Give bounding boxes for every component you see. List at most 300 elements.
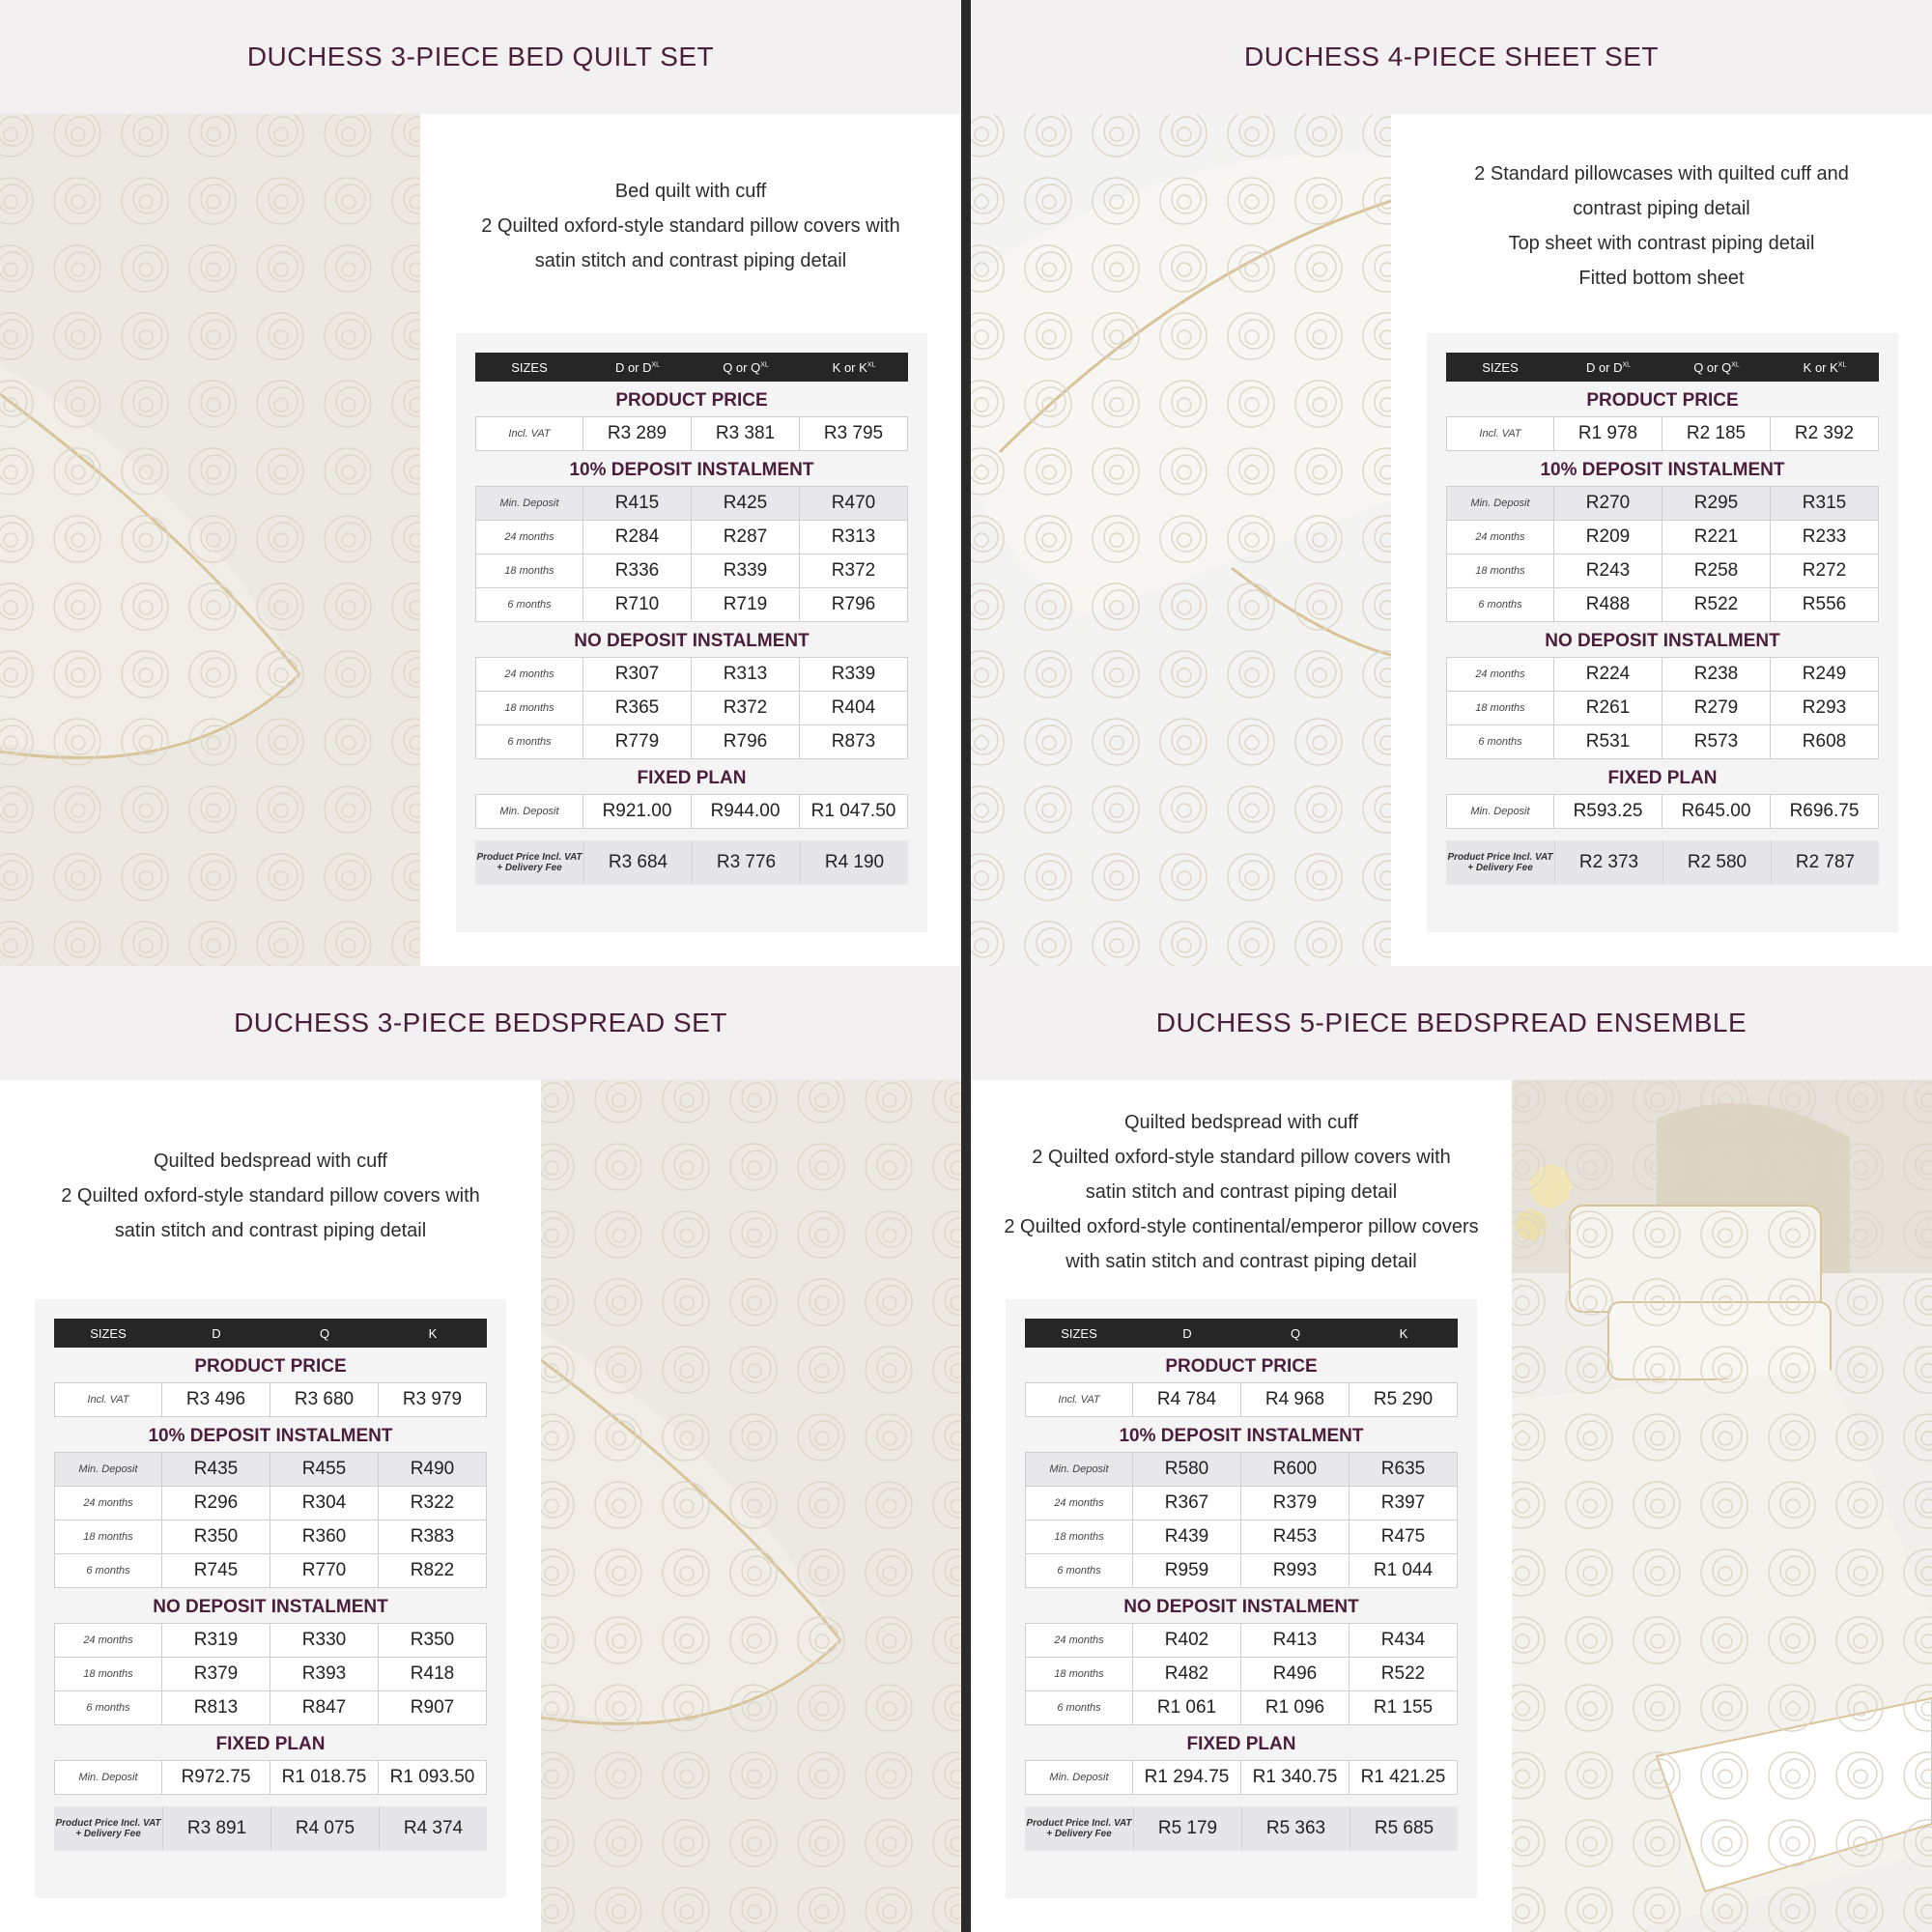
section-fixed-plan: FIXED PLAN: [1607, 768, 1718, 788]
no-deposit-rows: [1446, 657, 1879, 759]
final-price-cell: R2 580: [1662, 840, 1771, 885]
product-description: [420, 174, 961, 278]
table-row: [55, 1383, 486, 1416]
final-price-row: [1025, 1806, 1458, 1851]
price-cell: R645.00: [1662, 795, 1771, 828]
row-label: Min. Deposit: [476, 795, 583, 828]
section-deposit: 10% DEPOSIT INSTALMENT: [1540, 460, 1785, 480]
size-column-header: Q or $Q^{XL}$: [1693, 359, 1740, 375]
row-label: 18 months: [55, 1658, 162, 1690]
price-cell: R522: [1380, 1663, 1426, 1684]
final-price-cell: R5 685: [1350, 1806, 1458, 1851]
price-table: [54, 1319, 487, 1851]
price-cell: R490: [410, 1459, 455, 1479]
xl-superscript: XL: [651, 361, 661, 369]
panel-title: DUCHESS 3-PIECE BEDSPREAD SET: [234, 1008, 727, 1037]
center-divider: [961, 0, 971, 1932]
price-cell: R1 294.75: [1133, 1761, 1241, 1794]
row-label: 18 months: [1026, 1658, 1133, 1690]
description-line: 2 Quilted oxford-style standard pillow covers with: [481, 215, 900, 237]
table-row: [476, 658, 907, 691]
table-row: [55, 1553, 486, 1587]
deposit-rows: [475, 486, 908, 622]
price-cell: R439: [1133, 1520, 1241, 1553]
description-line: 2 Quilted oxford-style standard pillow covers with: [1032, 1147, 1451, 1168]
size-column-header: K or $K^{XL}$: [1803, 359, 1847, 375]
price-cell: R313: [692, 658, 800, 691]
final-price-label: Product Price Incl. VAT + Delivery Fee: [55, 1818, 161, 1839]
product-description: [971, 1105, 1512, 1279]
panel-3-piece-bedspread-set: [0, 966, 961, 1932]
price-cell: R3 289: [583, 417, 692, 450]
row-label: 6 months: [1026, 1691, 1133, 1724]
size-column-header: K: [1399, 1325, 1408, 1341]
table-row: [1447, 417, 1878, 450]
final-price-cell: R5 179: [1133, 1806, 1241, 1851]
price-cell: R719: [692, 588, 800, 621]
row-label: 24 months: [1447, 521, 1554, 554]
panel-header: [971, 966, 1932, 1080]
price-cell: R315: [1802, 493, 1847, 513]
row-label: 24 months: [1026, 1487, 1133, 1520]
price-cell: R635: [1380, 1459, 1426, 1479]
product-description: [0, 1144, 541, 1248]
final-price-row: [475, 840, 908, 885]
row-label: 6 months: [55, 1554, 162, 1587]
price-cell: R319: [162, 1624, 270, 1657]
price-cell: R3 680: [270, 1383, 379, 1416]
panel-header: [0, 0, 961, 114]
price-cell: R279: [1662, 692, 1771, 724]
table-row: [476, 587, 907, 621]
table-row: [1026, 1553, 1457, 1587]
price-cell: R608: [1802, 731, 1847, 752]
deposit-rows: [54, 1452, 487, 1588]
final-price-row: [54, 1806, 487, 1851]
row-label: Incl. VAT: [1026, 1383, 1133, 1416]
price-table: [1446, 353, 1879, 885]
section-no-deposit: NO DEPOSIT INSTALMENT: [574, 631, 810, 651]
xl-superscript: XL: [1731, 361, 1740, 369]
price-cell: R336: [583, 554, 692, 587]
table-row: [55, 1690, 486, 1724]
section-product-price: PRODUCT PRICE: [1165, 1356, 1318, 1377]
price-cell: R1 421.25: [1360, 1767, 1446, 1787]
row-label: 6 months: [476, 725, 583, 758]
description-line: 2 Quilted oxford-style continental/emperor pillow covers: [1004, 1216, 1479, 1237]
table-row: [476, 691, 907, 724]
price-cell: R1 093.50: [389, 1767, 475, 1787]
product-photo: [0, 114, 420, 966]
price-cell: R415: [583, 487, 692, 520]
section-product-price: PRODUCT PRICE: [1586, 390, 1739, 411]
price-cell: R770: [270, 1554, 379, 1587]
price-cell: R372: [692, 692, 800, 724]
row-label: 24 months: [1026, 1624, 1133, 1657]
row-label: Min. Deposit: [476, 487, 583, 520]
price-cell: R238: [1662, 658, 1771, 691]
description-line: Quilted bedspread with cuff: [1123, 1112, 1358, 1133]
price-cell: R593.25: [1554, 795, 1662, 828]
description-line: satin stitch and contrast piping detail: [114, 1220, 427, 1241]
row-label: 24 months: [476, 521, 583, 554]
price-table: [475, 353, 908, 885]
panel-title: DUCHESS 4-PIECE SHEET SET: [1244, 42, 1659, 71]
size-column-header: K or $K^{XL}$: [832, 359, 876, 375]
table-row: [1026, 1383, 1457, 1416]
row-label: 6 months: [1447, 725, 1554, 758]
table-row: [1447, 691, 1878, 724]
final-price-label: Product Price Incl. VAT + Delivery Fee: [476, 852, 582, 873]
section-no-deposit: NO DEPOSIT INSTALMENT: [1123, 1597, 1359, 1617]
row-label: 18 months: [1026, 1520, 1133, 1553]
row-label: Incl. VAT: [55, 1383, 162, 1416]
price-cell: R972.75: [162, 1761, 270, 1794]
price-cell: R313: [831, 526, 876, 547]
price-cell: R710: [583, 588, 692, 621]
product-description: [1391, 156, 1932, 296]
table-row: [1447, 554, 1878, 587]
section-product-price: PRODUCT PRICE: [615, 390, 768, 411]
fixed-plan-rows: [54, 1760, 487, 1795]
table-row: [1026, 1453, 1457, 1486]
price-cell: R4 968: [1241, 1383, 1350, 1416]
row-label: 24 months: [55, 1624, 162, 1657]
deposit-rows: [1025, 1452, 1458, 1588]
price-cell: R261: [1554, 692, 1662, 724]
row-label: 6 months: [476, 588, 583, 621]
price-cell: R745: [162, 1554, 270, 1587]
price-cell: R350: [162, 1520, 270, 1553]
price-cell: R293: [1802, 697, 1847, 718]
price-cell: R482: [1133, 1658, 1241, 1690]
price-cell: R393: [270, 1658, 379, 1690]
description-line: satin stitch and contrast piping detail: [1085, 1181, 1398, 1203]
table-row: [476, 795, 907, 828]
price-cell: R272: [1802, 560, 1847, 581]
price-cell: R453: [1241, 1520, 1350, 1553]
panel-header: [0, 966, 961, 1080]
final-price-cell: R2 373: [1554, 840, 1662, 885]
section-no-deposit: NO DEPOSIT INSTALMENT: [153, 1597, 388, 1617]
size-column-header: Q: [1290, 1325, 1301, 1341]
price-cell: R287: [692, 521, 800, 554]
description-line: contrast piping detail: [1573, 198, 1750, 219]
price-cell: R1 155: [1373, 1697, 1434, 1718]
final-price-cell: R4 190: [800, 840, 908, 885]
price-cell: R434: [1380, 1630, 1426, 1650]
price-cell: R5 290: [1373, 1389, 1434, 1409]
price-card: [35, 1299, 506, 1898]
table-header: [1446, 353, 1879, 382]
table-row: [1447, 658, 1878, 691]
final-price-label: Product Price Incl. VAT + Delivery Fee: [1026, 1818, 1132, 1839]
price-cell: R372: [831, 560, 876, 581]
table-row: [1026, 1690, 1457, 1724]
price-cell: R379: [1241, 1487, 1350, 1520]
price-cell: R1 978: [1554, 417, 1662, 450]
price-cell: R796: [692, 725, 800, 758]
xl-superscript: XL: [867, 361, 876, 369]
price-cell: R233: [1802, 526, 1847, 547]
table-row: [1447, 487, 1878, 520]
price-cell: R600: [1241, 1453, 1350, 1486]
price-cell: R350: [410, 1630, 455, 1650]
table-row: [55, 1657, 486, 1690]
panel-title: DUCHESS 3-PIECE BED QUILT SET: [246, 42, 715, 71]
price-cell: R1 061: [1133, 1691, 1241, 1724]
section-product-price: PRODUCT PRICE: [194, 1356, 347, 1377]
row-label: 24 months: [1447, 658, 1554, 691]
row-label: 24 months: [55, 1487, 162, 1520]
price-cell: R1 096: [1241, 1691, 1350, 1724]
price-cell: R959: [1133, 1554, 1241, 1587]
section-deposit: 10% DEPOSIT INSTALMENT: [569, 460, 814, 480]
price-cell: R304: [270, 1487, 379, 1520]
price-cell: R243: [1554, 554, 1662, 587]
final-price-cell: R4 075: [270, 1806, 379, 1851]
description-line: satin stitch and contrast piping detail: [534, 250, 847, 271]
price-cell: R2 185: [1662, 417, 1771, 450]
price-cell: R2 392: [1794, 423, 1855, 443]
panel-5-piece-bedspread-ensemble: [971, 966, 1932, 1932]
price-cell: R209: [1554, 521, 1662, 554]
product-photo: [1512, 1080, 1932, 1932]
price-cell: R573: [1662, 725, 1771, 758]
row-label: 18 months: [55, 1520, 162, 1553]
row-label: 18 months: [1447, 554, 1554, 587]
price-cell: R270: [1554, 487, 1662, 520]
sizes-header: SIZES: [90, 1325, 127, 1341]
panel-title: DUCHESS 5-PIECE BEDSPREAD ENSEMBLE: [1155, 1008, 1747, 1037]
row-label: Min. Deposit: [1026, 1453, 1133, 1486]
table-row: [1447, 520, 1878, 554]
price-cell: R379: [162, 1658, 270, 1690]
table-row: [476, 417, 907, 450]
price-cell: R3 979: [402, 1389, 463, 1409]
table-row: [1447, 795, 1878, 828]
price-cell: R413: [1241, 1624, 1350, 1657]
description-line: with satin stitch and contrast piping detail: [1065, 1251, 1417, 1272]
product-photo: [541, 1080, 961, 1932]
price-table: [1025, 1319, 1458, 1851]
final-price-cell: R4 374: [379, 1806, 487, 1851]
table-row: [55, 1486, 486, 1520]
size-column-header: D: [212, 1325, 221, 1341]
price-cell: R3 496: [162, 1383, 270, 1416]
table-header: [475, 353, 908, 382]
product-price-rows: [54, 1382, 487, 1417]
price-cell: R3 381: [692, 417, 800, 450]
table-row: [55, 1624, 486, 1657]
description-line: Fitted bottom sheet: [1578, 268, 1745, 289]
price-cell: R1 047.50: [810, 801, 896, 821]
table-row: [1026, 1520, 1457, 1553]
table-row: [55, 1453, 486, 1486]
price-cell: R696.75: [1789, 801, 1860, 821]
row-label: 18 months: [476, 554, 583, 587]
price-cell: R944.00: [692, 795, 800, 828]
price-cell: R249: [1802, 664, 1847, 684]
row-label: Min. Deposit: [1447, 795, 1554, 828]
table-row: [55, 1761, 486, 1794]
section-deposit: 10% DEPOSIT INSTALMENT: [1119, 1426, 1364, 1446]
section-fixed-plan: FIXED PLAN: [637, 768, 747, 788]
product-price-rows: [1446, 416, 1879, 451]
deposit-rows: [1446, 486, 1879, 622]
price-cell: R796: [831, 594, 876, 614]
price-cell: R339: [831, 664, 876, 684]
price-cell: R873: [831, 731, 876, 752]
price-cell: R365: [583, 692, 692, 724]
price-card: [1006, 1299, 1477, 1898]
product-price-rows: [1025, 1382, 1458, 1417]
price-cell: R3 795: [823, 423, 884, 443]
fixed-plan-rows: [475, 794, 908, 829]
price-card: [1427, 333, 1898, 932]
size-column-header: K: [428, 1325, 438, 1341]
final-price-cell: R3 684: [583, 840, 692, 885]
price-cell: R522: [1662, 588, 1771, 621]
size-column-header: D: [1182, 1325, 1192, 1341]
description-line: Quilted bedspread with cuff: [153, 1151, 387, 1172]
price-cell: R284: [583, 521, 692, 554]
table-row: [1026, 1657, 1457, 1690]
price-cell: R455: [270, 1453, 379, 1486]
price-cell: R425: [692, 487, 800, 520]
price-cell: R488: [1554, 588, 1662, 621]
row-label: 18 months: [476, 692, 583, 724]
row-label: 6 months: [55, 1691, 162, 1724]
section-no-deposit: NO DEPOSIT INSTALMENT: [1545, 631, 1780, 651]
table-row: [1447, 587, 1878, 621]
price-cell: R221: [1662, 521, 1771, 554]
price-cell: R295: [1662, 487, 1771, 520]
row-label: Incl. VAT: [476, 417, 583, 450]
xl-superscript: XL: [760, 361, 769, 369]
final-price-cell: R2 787: [1771, 840, 1879, 885]
table-row: [55, 1520, 486, 1553]
xl-superscript: XL: [1837, 361, 1847, 369]
description-line: 2 Quilted oxford-style standard pillow covers with: [61, 1185, 480, 1207]
description-line: Bed quilt with cuff: [614, 181, 767, 202]
row-label: 6 months: [1026, 1554, 1133, 1587]
size-column-header: D or $D^{XL}$: [1585, 359, 1632, 375]
fixed-plan-rows: [1446, 794, 1879, 829]
price-cell: R1 018.75: [270, 1761, 379, 1794]
table-header: [1025, 1319, 1458, 1348]
price-cell: R921.00: [583, 795, 692, 828]
price-cell: R847: [270, 1691, 379, 1724]
table-row: [476, 554, 907, 587]
no-deposit-rows: [475, 657, 908, 759]
price-cell: R907: [410, 1697, 455, 1718]
size-column-header: Q or $Q^{XL}$: [723, 359, 769, 375]
final-price-cell: R3 776: [692, 840, 800, 885]
row-label: Min. Deposit: [1026, 1761, 1133, 1794]
product-price-rows: [475, 416, 908, 451]
row-label: 18 months: [1447, 692, 1554, 724]
price-cell: R322: [410, 1492, 455, 1513]
row-label: Min. Deposit: [55, 1761, 162, 1794]
price-cell: R224: [1554, 658, 1662, 691]
price-cell: R1 044: [1373, 1560, 1434, 1580]
table-row: [476, 724, 907, 758]
section-fixed-plan: FIXED PLAN: [1186, 1734, 1296, 1754]
row-label: Min. Deposit: [1447, 487, 1554, 520]
table-row: [1026, 1761, 1457, 1794]
final-price-cell: R5 363: [1241, 1806, 1350, 1851]
final-price-cell: R3 891: [162, 1806, 270, 1851]
price-cell: R822: [410, 1560, 455, 1580]
fixed-plan-rows: [1025, 1760, 1458, 1795]
price-cell: R397: [1380, 1492, 1426, 1513]
table-row: [476, 520, 907, 554]
price-cell: R307: [583, 658, 692, 691]
price-cell: R296: [162, 1487, 270, 1520]
price-cell: R496: [1241, 1658, 1350, 1690]
no-deposit-rows: [1025, 1623, 1458, 1725]
final-price-row: [1446, 840, 1879, 885]
price-cell: R993: [1241, 1554, 1350, 1587]
price-cell: R339: [692, 554, 800, 587]
price-cell: R258: [1662, 554, 1771, 587]
table-row: [476, 487, 907, 520]
price-card: [456, 333, 927, 932]
price-cell: R402: [1133, 1624, 1241, 1657]
table-row: [1026, 1624, 1457, 1657]
row-label: 6 months: [1447, 588, 1554, 621]
panel-sheet-set: [971, 0, 1932, 966]
xl-superscript: XL: [1622, 361, 1632, 369]
row-label: Min. Deposit: [55, 1453, 162, 1486]
price-cell: R813: [162, 1691, 270, 1724]
sizes-header: SIZES: [511, 359, 548, 375]
table-row: [1447, 724, 1878, 758]
price-cell: R4 784: [1133, 1383, 1241, 1416]
size-column-header: D or $D^{XL}$: [614, 359, 661, 375]
final-price-label: Product Price Incl. VAT + Delivery Fee: [1447, 852, 1553, 873]
price-cell: R531: [1554, 725, 1662, 758]
price-cell: R418: [410, 1663, 455, 1684]
product-photo: [971, 114, 1391, 966]
price-cell: R475: [1380, 1526, 1426, 1547]
section-deposit: 10% DEPOSIT INSTALMENT: [148, 1426, 393, 1446]
price-cell: R779: [583, 725, 692, 758]
panel-bed-quilt-set: [0, 0, 961, 966]
price-cell: R330: [270, 1624, 379, 1657]
size-column-header: Q: [319, 1325, 330, 1341]
row-label: Incl. VAT: [1447, 417, 1554, 450]
no-deposit-rows: [54, 1623, 487, 1725]
table-row: [1026, 1486, 1457, 1520]
price-cell: R360: [270, 1520, 379, 1553]
price-cell: R470: [831, 493, 876, 513]
sizes-header: SIZES: [1482, 359, 1519, 375]
price-cell: R367: [1133, 1487, 1241, 1520]
price-cell: R383: [410, 1526, 455, 1547]
description-line: 2 Standard pillowcases with quilted cuff and: [1474, 163, 1849, 185]
price-cell: R435: [162, 1453, 270, 1486]
panel-header: [971, 0, 1932, 114]
price-cell: R580: [1133, 1453, 1241, 1486]
table-header: [54, 1319, 487, 1348]
sizes-header: SIZES: [1061, 1325, 1097, 1341]
price-cell: R1 340.75: [1241, 1761, 1350, 1794]
section-fixed-plan: FIXED PLAN: [215, 1734, 326, 1754]
price-cell: R556: [1802, 594, 1847, 614]
price-cell: R404: [831, 697, 876, 718]
